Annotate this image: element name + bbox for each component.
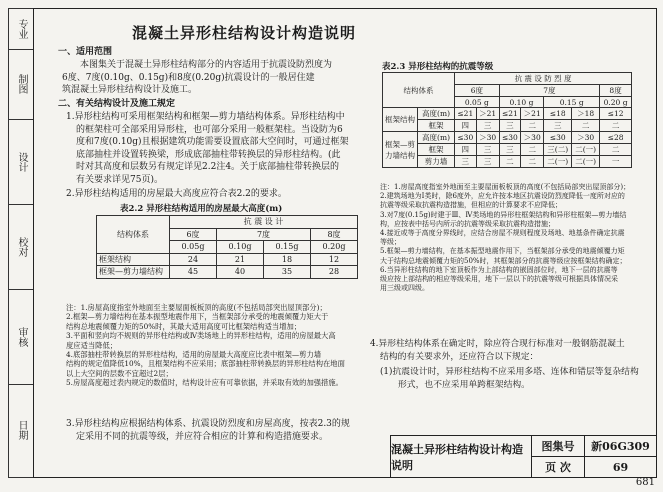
- atlas-number: 新06G309: [585, 436, 656, 457]
- note-line: 3.平面和竖向均不规则的异形柱结构或Ⅳ类场地上的异形柱结构，适用的房屋最大高: [66, 331, 336, 341]
- table-cell: 三: [476, 144, 499, 156]
- strip-cell: 制图: [9, 49, 33, 120]
- text-line: 的框架柱可全部采用异形柱，也可部分采用一般框架柱。当设防为6: [76, 124, 343, 135]
- table-cell: 21: [217, 253, 264, 266]
- table-cell: ≤18: [544, 108, 572, 120]
- table-cell: 28: [311, 266, 358, 279]
- note-line: 注：1.房屋高度指室外地面至主要屋面板板顶的高度(不包括局部突出屋顶部分)；: [66, 303, 327, 312]
- table-header-cell: 0.20 g: [600, 97, 632, 108]
- table-header-cell: 7度: [499, 85, 600, 97]
- table-cell: ＞30: [521, 132, 544, 144]
- table-cell: 三: [476, 156, 499, 168]
- note-line: 4.接近或等于高度分界线时，应结合房屋不规则程度及场地、地基条件确定抗震: [380, 229, 625, 238]
- table-row: [383, 156, 632, 168]
- table-row: [97, 266, 358, 279]
- note-line: 2.建筑场地为Ⅰ类时，除6度外，应允许按本地区抗震设防烈度降低一度所对应的: [380, 192, 625, 201]
- table-cell: 二: [600, 144, 632, 156]
- table-header-cell: 8度: [600, 85, 632, 97]
- table-cell: 框架结构: [383, 108, 418, 132]
- table-row: [97, 253, 358, 266]
- text-line: 1.异形柱结构可采用框架结构和框架—剪力墙结构体系。异形柱结构中: [66, 112, 345, 122]
- table-cell: 35: [264, 266, 311, 279]
- table-row: [383, 144, 632, 156]
- table-cell: 三: [544, 120, 572, 132]
- section-2-heading: 二、有关结构设计及施工规定: [58, 99, 176, 109]
- table-header-cell: 0.10 g: [499, 97, 544, 108]
- table-header-cell: 0.05 g: [455, 97, 500, 108]
- table-header-cell: 6度: [455, 85, 500, 97]
- note-line: 用三级或四级。: [380, 284, 429, 293]
- table-cell: 高度(m): [418, 108, 455, 120]
- table-header-cell: 结构体系: [97, 216, 170, 254]
- page-index: 69: [612, 460, 629, 474]
- table-cell: 二: [600, 120, 632, 132]
- title-block: [390, 435, 657, 478]
- table-header-cell: 0.05g: [170, 241, 217, 254]
- table-header-cell: 7度: [217, 228, 311, 241]
- strip-cell: 专业: [9, 9, 33, 50]
- note-line: 结构总地震倾覆力矩的50%时，其最大适用高度可比框架结构适当增加；: [66, 321, 302, 331]
- page-label: 页 次: [532, 457, 585, 477]
- table-cell: 二(一): [572, 156, 600, 168]
- table-header-cell: 0.15g: [264, 241, 311, 254]
- table-cell: 二(一): [572, 144, 600, 156]
- table-header-cell: 抗 震 设 计: [170, 216, 358, 229]
- text-line: (1)抗震设计时，异形柱结构不应采用多塔、连体和错层等复杂结构: [380, 367, 639, 377]
- strip-cell: 日期: [16, 420, 27, 440]
- table-cell: 二: [499, 156, 521, 168]
- section-2-item-1: [66, 111, 371, 186]
- table-cell: ≤12: [600, 108, 632, 120]
- section-2-item-4-1: [380, 366, 652, 391]
- table-cell: 二: [521, 156, 544, 168]
- table-2-2-caption: 表2.2 异形柱结构适用的房屋最大高度(m): [120, 204, 283, 214]
- table-cell: 框架结构: [97, 253, 170, 266]
- table-row: [383, 108, 632, 120]
- atlas-number-label: 图集号: [532, 436, 585, 457]
- table-cell: 四: [455, 120, 477, 132]
- section-1-heading: 一、适用范围: [58, 47, 113, 57]
- table-header-cell: 0.10g: [217, 241, 264, 254]
- note-line: 级应按上部结构的相应等级采用，地下一层以下的抗震等级可根据具体情况采: [380, 275, 618, 284]
- table-2-3-notes: [380, 183, 642, 293]
- table-cell: ＞21: [476, 108, 499, 120]
- text-line: 6度、7度(0.10g、0.15g)和8度(0.20g)抗震设计的一般居住建: [62, 72, 315, 83]
- text-line: 筑混凝土异形柱结构设计及施工。: [62, 85, 198, 95]
- section-2-item-2: 2.异形柱结构适用的房屋最大高度应符合表2.2的要求。: [66, 189, 287, 199]
- table-cell: ≤30: [544, 132, 572, 144]
- section-2-item-4: [370, 338, 652, 363]
- table-cell: ＞30: [476, 132, 499, 144]
- table-header-cell: 0.20g: [311, 241, 358, 254]
- table-2-3-caption: 表2.3 异形柱结构的抗震等级: [382, 62, 494, 72]
- table-cell: 三: [499, 120, 521, 132]
- table-cell: ≤28: [600, 132, 632, 144]
- table-cell: 24: [170, 253, 217, 266]
- table-row: [383, 132, 632, 144]
- note-line: 大于结构总地震倾覆力矩的50%时，其框架部分的抗震等级应按框架结构确定；: [380, 256, 627, 265]
- strip-cell: 设计: [9, 119, 33, 205]
- table-cell: 剪力墙: [418, 156, 455, 168]
- note-line: 抗震等级采取抗震构造措施，但相应的计算要求不应降低；: [380, 201, 562, 210]
- table-cell: 高度(m): [418, 132, 455, 144]
- page-number: 681: [635, 477, 655, 488]
- text-line: 结构的有关要求外，还应符合以下规定：: [380, 351, 539, 362]
- section-1-text: [62, 59, 367, 97]
- table-cell: ＞18: [572, 108, 600, 120]
- table-header-cell: 6度: [170, 228, 217, 241]
- table-cell: 二: [521, 144, 544, 156]
- text-line: 3.异形柱结构应根据结构体系、抗震设防烈度和房屋高度，按表2.3的规: [66, 419, 350, 429]
- note-line: 度应适当降低；: [66, 340, 118, 350]
- note-line: 5.房屋高度超过表内规定的数值时，结构设计应有可靠依据，并采取有效的加强措施。: [66, 378, 343, 388]
- page-title: 混凝土异形柱结构设计构造说明: [132, 24, 357, 42]
- note-line: 注：1.房屋高度指室外地面至主要屋面板板顶的高度(不包括局部突出屋顶部分)；: [380, 183, 631, 191]
- note-line: 4.底部抽柱带转换层的异形柱结构，适用的房屋最大高度应比表中框架—剪力墙: [66, 350, 322, 360]
- note-line: 5.框架—剪力墙结构，在基本振型地震作用下，当框架部分承受的地震倾覆力矩: [380, 247, 625, 256]
- table-2-2-notes: [66, 303, 366, 388]
- table-cell: ≤30: [455, 132, 477, 144]
- text-line: 底部抽柱并设置转换梁，形成底部抽柱带转换层的异形柱结构。(此: [76, 149, 341, 160]
- table-cell: 框架—剪力墙结构: [383, 132, 418, 168]
- table-cell: ≤30: [499, 132, 521, 144]
- table-cell: 一: [600, 156, 632, 168]
- table-header-cell: 结构体系: [383, 73, 455, 108]
- text-line: 度和7度(0.10g)且根据建筑功能需要设置底部大空间时，可通过框架: [76, 137, 349, 147]
- table-cell: 二: [521, 120, 544, 132]
- review-strip: [8, 8, 34, 478]
- table-cell: ＞21: [521, 108, 544, 120]
- strip-cell: 校对: [9, 204, 33, 290]
- table-cell: 12: [311, 253, 358, 266]
- note-line: 2.框架—剪力墙结构在基本振型地震作用下，当框架部分承受的地震倾覆力矩大于: [66, 312, 329, 322]
- table-cell: 三(二): [544, 144, 572, 156]
- table-2-2: [96, 215, 358, 279]
- table-cell: 三: [455, 156, 477, 168]
- text-line: 本图集关于混凝土异形柱结构部分的内容适用于抗震设防烈度为: [80, 60, 333, 70]
- table-header-cell: 8度: [311, 228, 358, 241]
- note-line: 以上大空间的层数不宜超过2层；: [66, 368, 173, 378]
- section-2-item-3: [66, 418, 376, 443]
- text-line: 定采用不同的抗震等级，并应符合相应的计算和构造措施要求。: [76, 431, 329, 442]
- text-line: 有关要求详见75页)。: [76, 174, 163, 185]
- note-line: 6.当异形柱结构的地下室顶板作为上部结构的嵌固部位时，地下一层的抗震等: [380, 265, 618, 274]
- table-cell: 框架: [418, 120, 455, 132]
- note-line: 等级；: [380, 238, 401, 247]
- table-cell: ≤21: [499, 108, 521, 120]
- table-cell: 三: [476, 120, 499, 132]
- table-cell: 三: [499, 144, 521, 156]
- table-cell: 二: [572, 120, 600, 132]
- table-cell: 四: [455, 144, 477, 156]
- table-cell: ≤21: [455, 108, 477, 120]
- text-line: 4.异形柱结构体系在确定时，除应符合现行标准对一般钢筋混凝土: [370, 339, 625, 349]
- table-header-cell: 抗 震 设 防 烈 度: [455, 73, 632, 85]
- table-cell: 框架—剪力墙结构: [97, 266, 170, 279]
- note-line: 构，应按表中括号内所示的抗震等级采取抗震构造措施；: [380, 219, 555, 228]
- table-cell: 框架: [418, 144, 455, 156]
- table-cell: 二(一): [544, 156, 572, 168]
- table-row: [383, 120, 632, 132]
- table-header-cell: 0.15 g: [544, 97, 600, 108]
- strip-cell: 审核: [9, 289, 33, 385]
- table-2-3: [382, 72, 632, 168]
- text-line: 时对其高度和层数另有规定详见2.2注4。关于底部抽柱带转换层的: [76, 162, 340, 172]
- note-line: 3.对7度(0.15g)时建于Ⅲ、Ⅳ类场地的异形柱框架结构和异形柱框架—剪力墙结: [380, 210, 627, 219]
- title-block-name: 混凝土异形柱结构设计构造说明: [391, 436, 532, 477]
- table-cell: 40: [217, 266, 264, 279]
- table-cell: ＞30: [572, 132, 600, 144]
- table-cell: 45: [170, 266, 217, 279]
- text-line: 形式，也不应采用单跨框架结构。: [398, 379, 530, 390]
- table-cell: 18: [264, 253, 311, 266]
- note-line: 结构的规定值降低10%，且框架结构不应采用；底部抽柱带转换层的异形柱结构在地面: [66, 359, 345, 369]
